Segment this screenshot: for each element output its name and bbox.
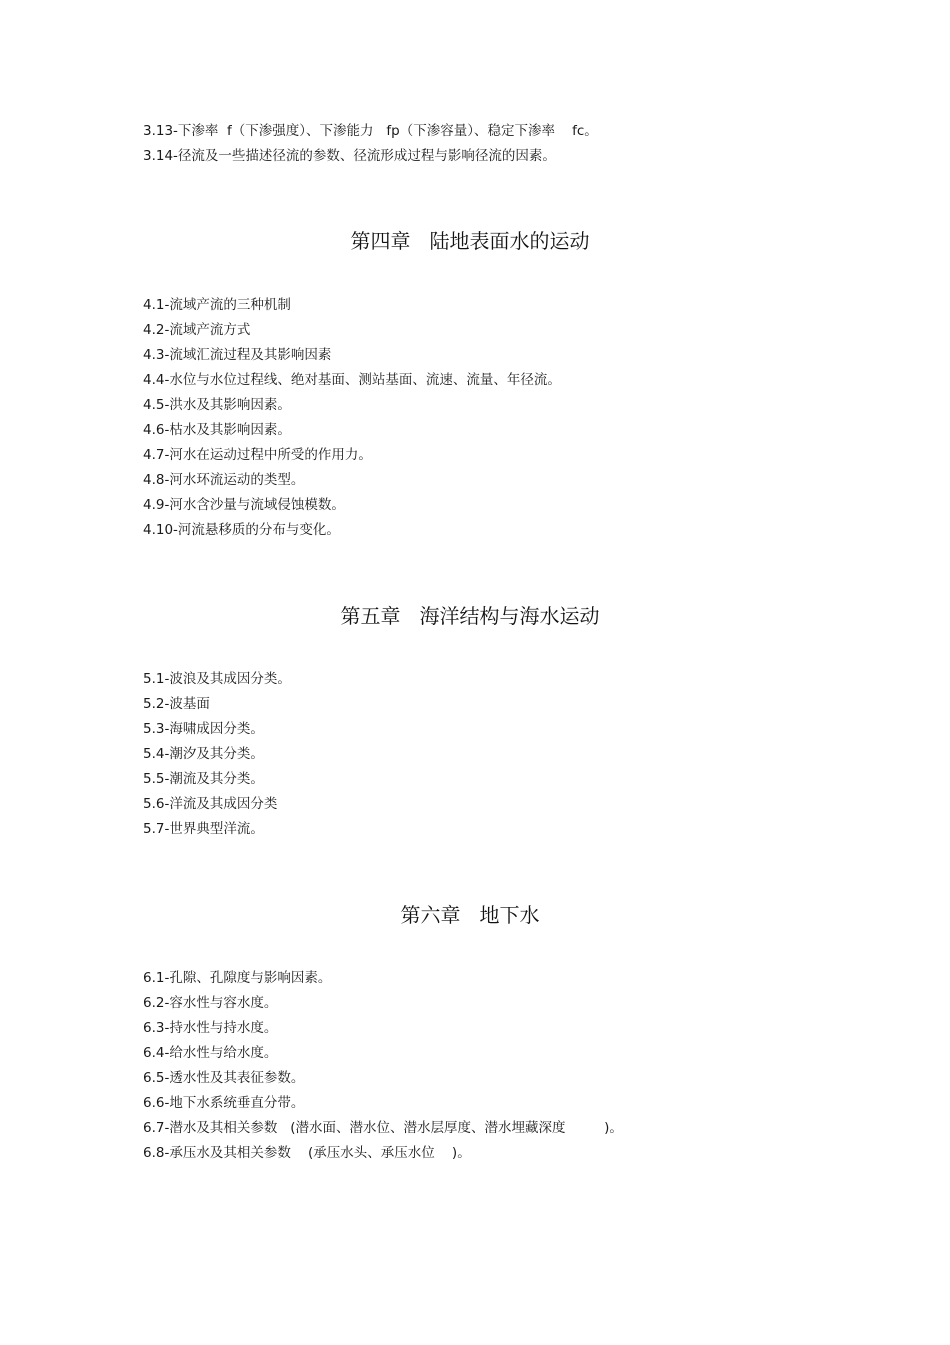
list-item-4-6: 4.6-枯水及其影响因素。 — [143, 422, 291, 438]
list-item-3-13: 3.13-下渗率 f（下渗强度）、下渗能力 fp（下渗容量）、稳定下渗率 fc。 — [143, 123, 598, 139]
list-item-4-8: 4.8-河水环流运动的类型。 — [143, 472, 305, 488]
list-item-5-3: 5.3-海啸成因分类。 — [143, 721, 264, 737]
list-item-5-1: 5.1-波浪及其成因分类。 — [143, 671, 291, 687]
list-item-3-14: 3.14-径流及一些描述径流的参数、径流形成过程与影响径流的因素。 — [143, 148, 556, 164]
list-item-5-6: 5.6-洋流及其成因分类 — [143, 796, 278, 812]
list-item-5-2: 5.2-波基面 — [143, 696, 210, 712]
list-item-4-9: 4.9-河水含沙量与流域侵蚀模数。 — [143, 497, 345, 513]
list-item-4-5: 4.5-洪水及其影响因素。 — [143, 397, 291, 413]
chapter-6-title: 第六章 地下水 — [400, 903, 540, 927]
list-item-5-7: 5.7-世界典型洋流。 — [143, 821, 264, 837]
list-item-4-7: 4.7-河水在运动过程中所受的作用力。 — [143, 447, 372, 463]
chapter-4-title: 第四章 陆地表面水的运动 — [350, 229, 590, 253]
list-item-6-4: 6.4-给水性与给水度。 — [143, 1045, 278, 1061]
list-item-6-8: 6.8-承压水及其相关参数 (承压水头、承压水位 )。 — [143, 1145, 471, 1161]
list-item-6-2: 6.2-容水性与容水度。 — [143, 995, 278, 1011]
list-item-4-4: 4.4-水位与水位过程线、绝对基面、测站基面、流速、流量、年径流。 — [143, 372, 561, 388]
list-item-4-1: 4.1-流域产流的三种机制 — [143, 297, 291, 313]
list-item-6-6: 6.6-地下水系统垂直分带。 — [143, 1095, 305, 1111]
chapter-5-title: 第五章 海洋结构与海水运动 — [340, 604, 600, 628]
list-item-4-2: 4.2-流域产流方式 — [143, 322, 251, 338]
list-item-5-5: 5.5-潮流及其分类。 — [143, 771, 264, 787]
list-item-4-10: 4.10-河流悬移质的分布与变化。 — [143, 522, 340, 538]
list-item-5-4: 5.4-潮汐及其分类。 — [143, 746, 264, 762]
list-item-4-3: 4.3-流域汇流过程及其影响因素 — [143, 347, 332, 363]
list-item-6-3: 6.3-持水性与持水度。 — [143, 1020, 278, 1036]
list-item-6-5: 6.5-透水性及其表征参数。 — [143, 1070, 305, 1086]
list-item-6-7: 6.7-潜水及其相关参数 (潜水面、潜水位、潜水层厚度、潜水埋藏深度 )。 — [143, 1120, 623, 1136]
list-item-6-1: 6.1-孔隙、孔隙度与影响因素。 — [143, 970, 332, 986]
